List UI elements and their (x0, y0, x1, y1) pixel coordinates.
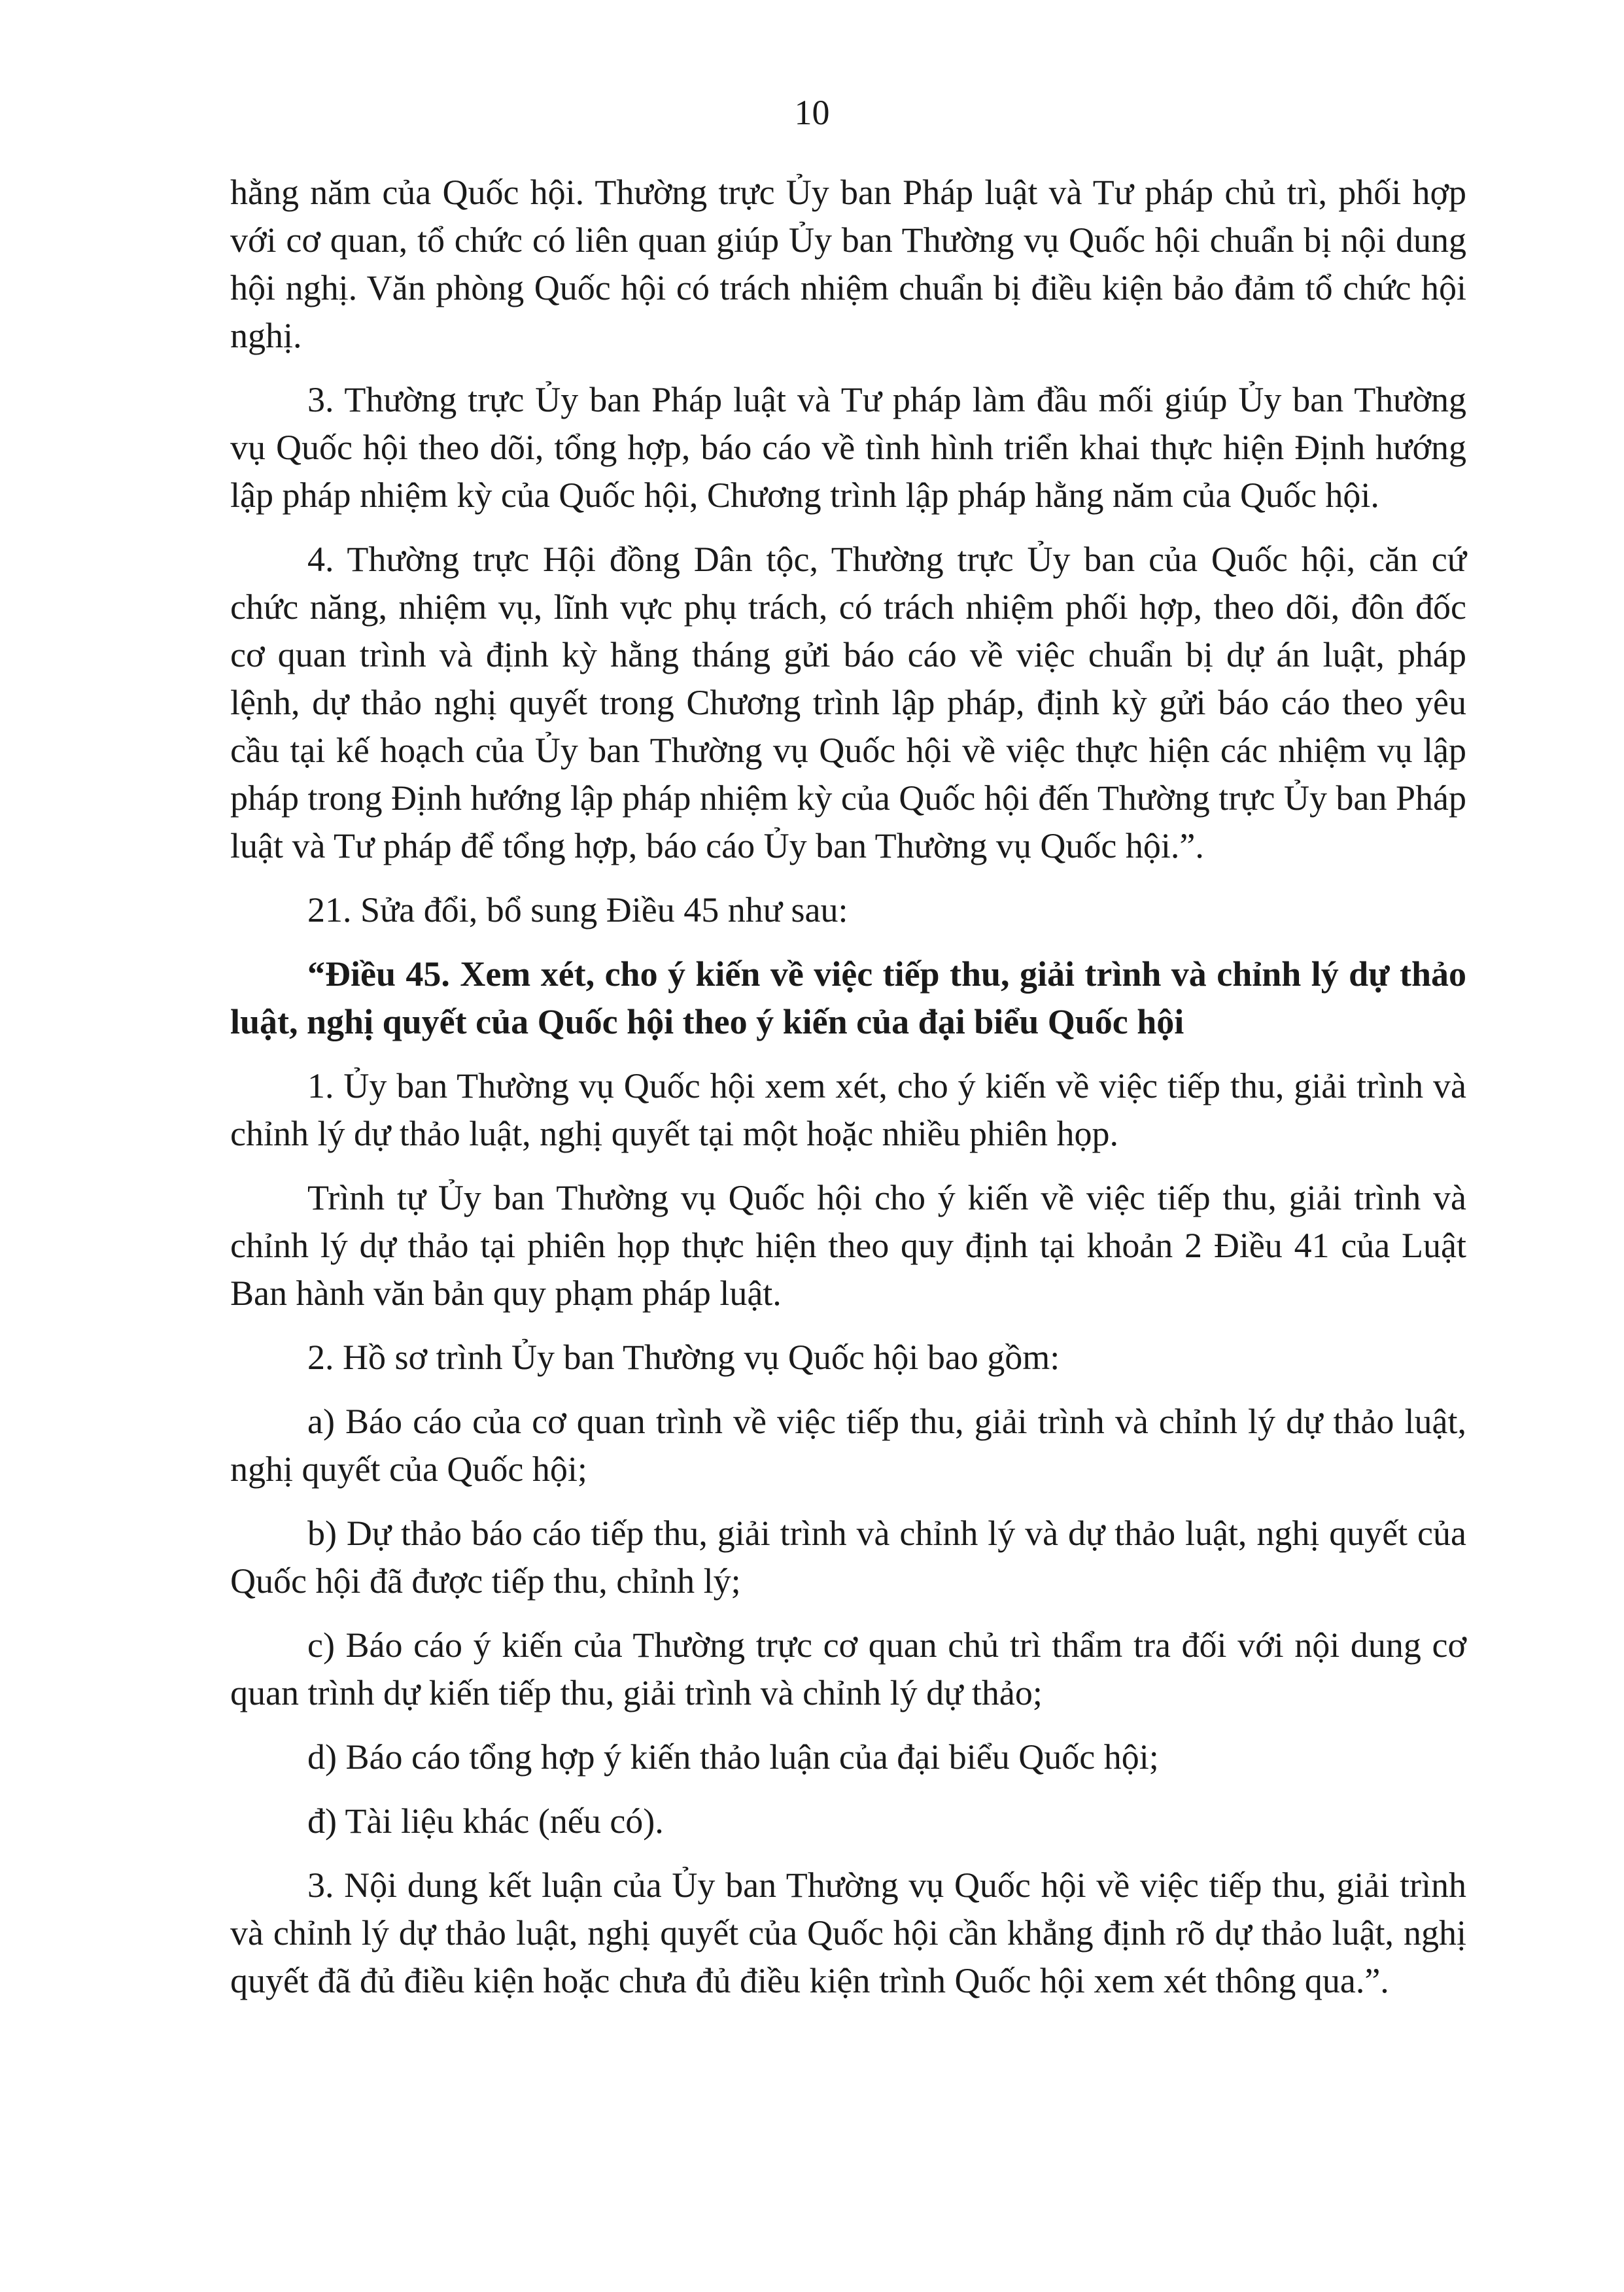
paragraph-article-45-clause-1: 1. Ủy ban Thường vụ Quốc hội xem xét, cho ý kiến về việc tiếp thu, giải trình và chỉnh lý dự thảo luật, nghị quyết tại một hoặc nhiều phiên họp. (230, 1066, 1466, 1153)
list-item-d: d) Báo cáo tổng hợp ý kiến thảo luận của đại biểu Quốc hội; (307, 1737, 1159, 1777)
page-number: 10 (794, 93, 830, 132)
paragraph-article-45-procedure: Trình tự Ủy ban Thường vụ Quốc hội cho ý kiến về việc tiếp thu, giải trình và chỉnh lý dự thảo tại phiên họp thực hiện theo quy định tại khoản 2 Điều 41 của Luật Ban hành văn bản quy phạm pháp luật. (230, 1178, 1466, 1313)
paragraph-article-45-clause-2: 2. Hồ sơ trình Ủy ban Thường vụ Quốc hội bao gồm: (307, 1338, 1060, 1377)
list-item-a: a) Báo cáo của cơ quan trình về việc tiếp thu, giải trình và chỉnh lý dự thảo luật, nghị quyết của Quốc hội; (230, 1402, 1466, 1489)
paragraph-clause-3: 3. Thường trực Ủy ban Pháp luật và Tư pháp làm đầu mối giúp Ủy ban Thường vụ Quốc hội theo dõi, tổng hợp, báo cáo về tình hình triển khai thực hiện Định hướng lập pháp nhiệm kỳ của Quốc hội, Chương trình lập pháp hằng năm của Quốc hội. (230, 380, 1466, 515)
list-item-b: b) Dự thảo báo cáo tiếp thu, giải trình và chỉnh lý và dự thảo luật, nghị quyết của Quốc hội đã được tiếp thu, chỉnh lý; (230, 1514, 1466, 1601)
paragraph-article-45-clause-3: 3. Nội dung kết luận của Ủy ban Thường vụ Quốc hội về việc tiếp thu, giải trình và chỉnh lý dự thảo luật, nghị quyết của Quốc hội cần khẳng định rõ dự thảo luật, nghị quyết đã đủ điều kiện hoặc chưa đủ điều kiện trình Quốc hội xem xét thông qua.”. (230, 1866, 1466, 2000)
document-body (230, 169, 1466, 2021)
paragraph-item-21: 21. Sửa đổi, bổ sung Điều 45 như sau: (307, 890, 848, 929)
list-item-c: c) Báo cáo ý kiến của Thường trực cơ quan chủ trì thẩm tra đối với nội dung cơ quan trình dự kiến tiếp thu, giải trình và chỉnh lý dự thảo; (230, 1625, 1466, 1712)
paragraph-clause-4: 4. Thường trực Hội đồng Dân tộc, Thường trực Ủy ban của Quốc hội, căn cứ chức năng, nhiệm vụ, lĩnh vực phụ trách, có trách nhiệm phối hợp, theo dõi, đôn đốc cơ quan trình và định kỳ hằng tháng gửi báo cáo về việc chuẩn bị dự án luật, pháp lệnh, dự thảo nghị quyết trong Chương trình lập pháp, định kỳ gửi báo cáo theo yêu cầu tại kế hoạch của Ủy ban Thường vụ Quốc hội về việc thực hiện các nhiệm vụ lập pháp trong Định hướng lập pháp nhiệm kỳ của Quốc hội đến Thường trực Ủy ban Pháp luật và Tư pháp để tổng hợp, báo cáo Ủy ban Thường vụ Quốc hội.”. (230, 540, 1466, 865)
list-item-dd: đ) Tài liệu khác (nếu có). (307, 1801, 664, 1841)
paragraph-continuation: hằng năm của Quốc hội. Thường trực Ủy ban Pháp luật và Tư pháp chủ trì, phối hợp với cơ quan, tổ chức có liên quan giúp Ủy ban Thường vụ Quốc hội chuẩn bị nội dung hội nghị. Văn phòng Quốc hội có trách nhiệm chuẩn bị điều kiện bảo đảm tổ chức hội nghị. (230, 173, 1466, 355)
article-45-heading: “Điều 45. Xem xét, cho ý kiến về việc tiếp thu, giải trình và chỉnh lý dự thảo luật, nghị quyết của Quốc hội theo ý kiến của đại biểu Quốc hội (230, 954, 1466, 1041)
